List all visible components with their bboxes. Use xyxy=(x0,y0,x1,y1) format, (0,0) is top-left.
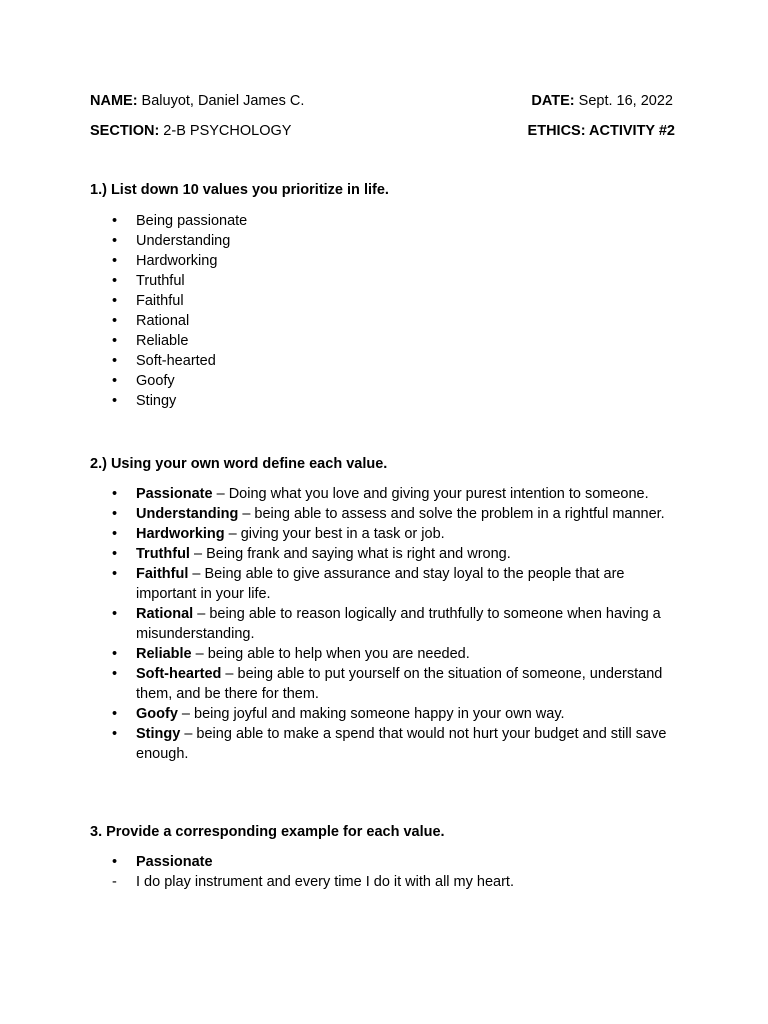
list-item xyxy=(0,852,768,872)
bullet-icon: • xyxy=(112,293,118,309)
examples-list xyxy=(0,852,768,892)
list-item xyxy=(0,724,768,764)
name-label: NAME: xyxy=(90,93,138,109)
name-value: Baluyot, Daniel James C. xyxy=(137,93,305,109)
list-item xyxy=(0,604,768,644)
question-3-title: 3. Provide a corresponding example for each value. xyxy=(90,824,445,840)
list-item: • Soft-hearted xyxy=(112,353,216,369)
value-definition: – being joyful and making someone happy in your own way. xyxy=(177,706,565,722)
name-line xyxy=(90,93,304,110)
question-1-title: 1.) List down 10 values you prioritize in life. xyxy=(90,182,389,198)
value-term: Passionate xyxy=(136,854,213,870)
list-item: • Rational xyxy=(112,313,190,329)
bullet-icon: • xyxy=(112,706,118,722)
value-definition: – giving your best in a task or job. xyxy=(224,526,445,542)
value-term: Rational xyxy=(136,606,194,622)
list-item xyxy=(0,484,768,504)
value-term: Faithful xyxy=(136,566,189,582)
bullet-icon: • xyxy=(112,854,118,870)
bullet-icon: • xyxy=(112,726,118,742)
bullet-icon: • xyxy=(112,393,118,409)
section-label: SECTION: xyxy=(90,123,160,139)
example-item xyxy=(0,872,768,892)
bullet-icon: • xyxy=(112,606,118,622)
list-item: • Understanding xyxy=(112,233,231,249)
list-item: • Truthful xyxy=(112,273,185,289)
value-term: Truthful xyxy=(136,546,190,562)
dash-marker: - xyxy=(112,874,117,890)
bullet-icon: • xyxy=(112,506,118,522)
bullet-icon: • xyxy=(112,273,118,289)
list-item xyxy=(0,704,768,724)
date-line xyxy=(531,93,673,110)
list-item: • Reliable xyxy=(112,333,189,349)
bullet-icon: • xyxy=(112,486,118,502)
list-item: • Faithful xyxy=(112,293,184,309)
list-item: • Stingy xyxy=(112,393,177,409)
value-definition: – being able to help when you are needed. xyxy=(191,646,470,662)
value-term: Stingy xyxy=(136,726,181,742)
value-term: Understanding xyxy=(136,506,239,522)
activity-title: ETHICS: ACTIVITY #2 xyxy=(527,123,675,139)
question-2-title: 2.) Using your own word define each value. xyxy=(90,456,388,472)
list-item xyxy=(0,644,768,664)
definitions-list xyxy=(0,484,768,764)
section-line xyxy=(90,123,291,140)
bullet-icon: • xyxy=(112,526,118,542)
value-definition: – being able to make a spend that would not hurt your budget and still save enough. xyxy=(136,726,667,762)
bullet-icon: • xyxy=(112,253,118,269)
list-item: • Hardworking xyxy=(112,253,218,269)
bullet-icon: • xyxy=(112,233,118,249)
date-value: Sept. 16, 2022 xyxy=(574,93,673,109)
value-term: Hardworking xyxy=(136,526,225,542)
bullet-icon: • xyxy=(112,313,118,329)
date-label: DATE: xyxy=(531,93,575,109)
value-term: Soft-hearted xyxy=(136,666,222,682)
value-definition: – being able to put yourself on the situation of someone, understand them, and be there for them. xyxy=(136,666,663,702)
value-term: Reliable xyxy=(136,646,192,662)
value-term: Passionate xyxy=(136,486,213,502)
bullet-icon: • xyxy=(112,353,118,369)
value-definition: – Being frank and saying what is right and wrong. xyxy=(189,546,511,562)
list-item xyxy=(0,504,768,524)
value-definition: – being able to reason logically and truthfully to someone when having a misunderstanding. xyxy=(136,606,661,642)
list-item xyxy=(0,664,768,704)
list-item: • Goofy xyxy=(112,373,175,389)
list-item xyxy=(0,524,768,544)
bullet-icon: • xyxy=(112,566,118,582)
example-text: I do play instrument and every time I do it with all my heart. xyxy=(136,874,514,890)
values-list xyxy=(0,211,768,411)
value-term: Goofy xyxy=(136,706,178,722)
value-definition: – being able to assess and solve the problem in a rightful manner. xyxy=(238,506,665,522)
list-item xyxy=(0,544,768,564)
bullet-icon: • xyxy=(112,646,118,662)
value-definition: – Doing what you love and giving your purest intention to someone. xyxy=(212,486,649,502)
bullet-icon: • xyxy=(112,373,118,389)
bullet-icon: • xyxy=(112,333,118,349)
bullet-icon: • xyxy=(112,666,118,682)
list-item xyxy=(0,564,768,604)
list-item: • Being passionate xyxy=(112,213,248,229)
bullet-icon: • xyxy=(112,546,118,562)
section-value: 2-B PSYCHOLOGY xyxy=(159,123,292,139)
bullet-icon: • xyxy=(112,213,118,229)
value-definition: – Being able to give assurance and stay loyal to the people that are important in your life. xyxy=(136,566,625,602)
